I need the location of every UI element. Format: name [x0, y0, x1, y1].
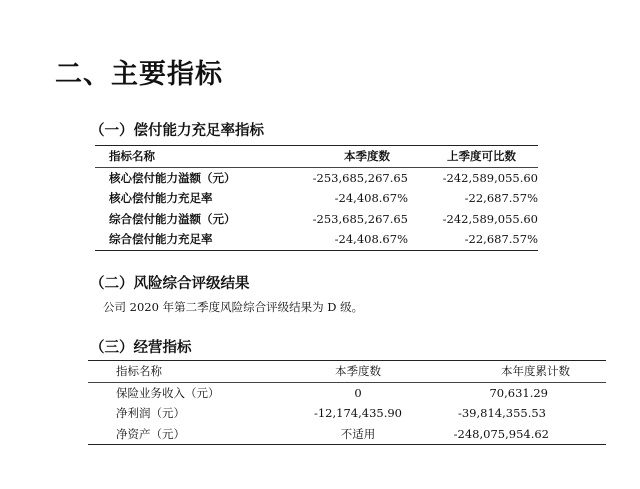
table-header-row — [88, 361, 606, 383]
table-row — [88, 382, 606, 403]
table-row — [88, 424, 606, 445]
table-cell: -22,687.57% — [464, 191, 538, 206]
table-cell: -253,685,267.65 — [312, 211, 408, 226]
column-header: 本季度数 — [335, 364, 381, 379]
section1-title: （一）偿付能力充足率指标 — [90, 123, 264, 139]
column-header: 本年度累计数 — [501, 364, 570, 379]
table-cell: 综合偿付能力溢额（元） — [109, 211, 236, 226]
solvency-table — [95, 145, 538, 251]
column-header: 指标名称 — [116, 364, 162, 379]
table-row — [95, 188, 538, 209]
table-cell: 0 — [354, 385, 362, 400]
table-cell: 核心偿付能力溢额（元） — [109, 170, 236, 185]
table-cell: 保险业务收入（元） — [116, 385, 220, 400]
table-cell: -253,685,267.65 — [312, 170, 408, 185]
table-cell: 净利润（元） — [116, 406, 185, 421]
operating-table — [88, 360, 606, 445]
table-row — [95, 229, 538, 250]
table-cell: -242,589,055.60 — [442, 170, 538, 185]
table-cell: -248,075,954.62 — [453, 426, 549, 441]
page-title: 二、主要指标 — [55, 59, 223, 90]
column-header: 上季度可比数 — [447, 149, 516, 164]
table-cell: 核心偿付能力充足率 — [109, 191, 213, 206]
table-cell: -24,408.67% — [334, 232, 408, 247]
table-row — [95, 167, 538, 188]
table-cell: -12,174,435.90 — [313, 406, 403, 421]
table-cell: -242,589,055.60 — [442, 211, 538, 226]
column-header: 指标名称 — [109, 149, 155, 164]
section2-title: （二）风险综合评级结果 — [90, 276, 250, 292]
table-cell: 不适用 — [340, 426, 376, 441]
table-cell: -24,408.67% — [334, 191, 408, 206]
table-cell: -22,687.57% — [464, 232, 538, 247]
table-row — [88, 403, 606, 424]
column-header: 本季度数 — [344, 149, 390, 164]
section3-title: （三）经营指标 — [90, 340, 192, 356]
table-cell: 70,631.29 — [489, 385, 548, 400]
rating-sentence: 公司 2020 年第二季度风险综合评级结果为 D 级。 — [103, 300, 364, 314]
table-cell: -39,814,355.53 — [457, 406, 546, 421]
table-header-row — [95, 146, 538, 168]
table-cell: 净资产（元） — [116, 426, 185, 441]
table-row — [95, 209, 538, 230]
table-cell: 综合偿付能力充足率 — [109, 232, 213, 247]
